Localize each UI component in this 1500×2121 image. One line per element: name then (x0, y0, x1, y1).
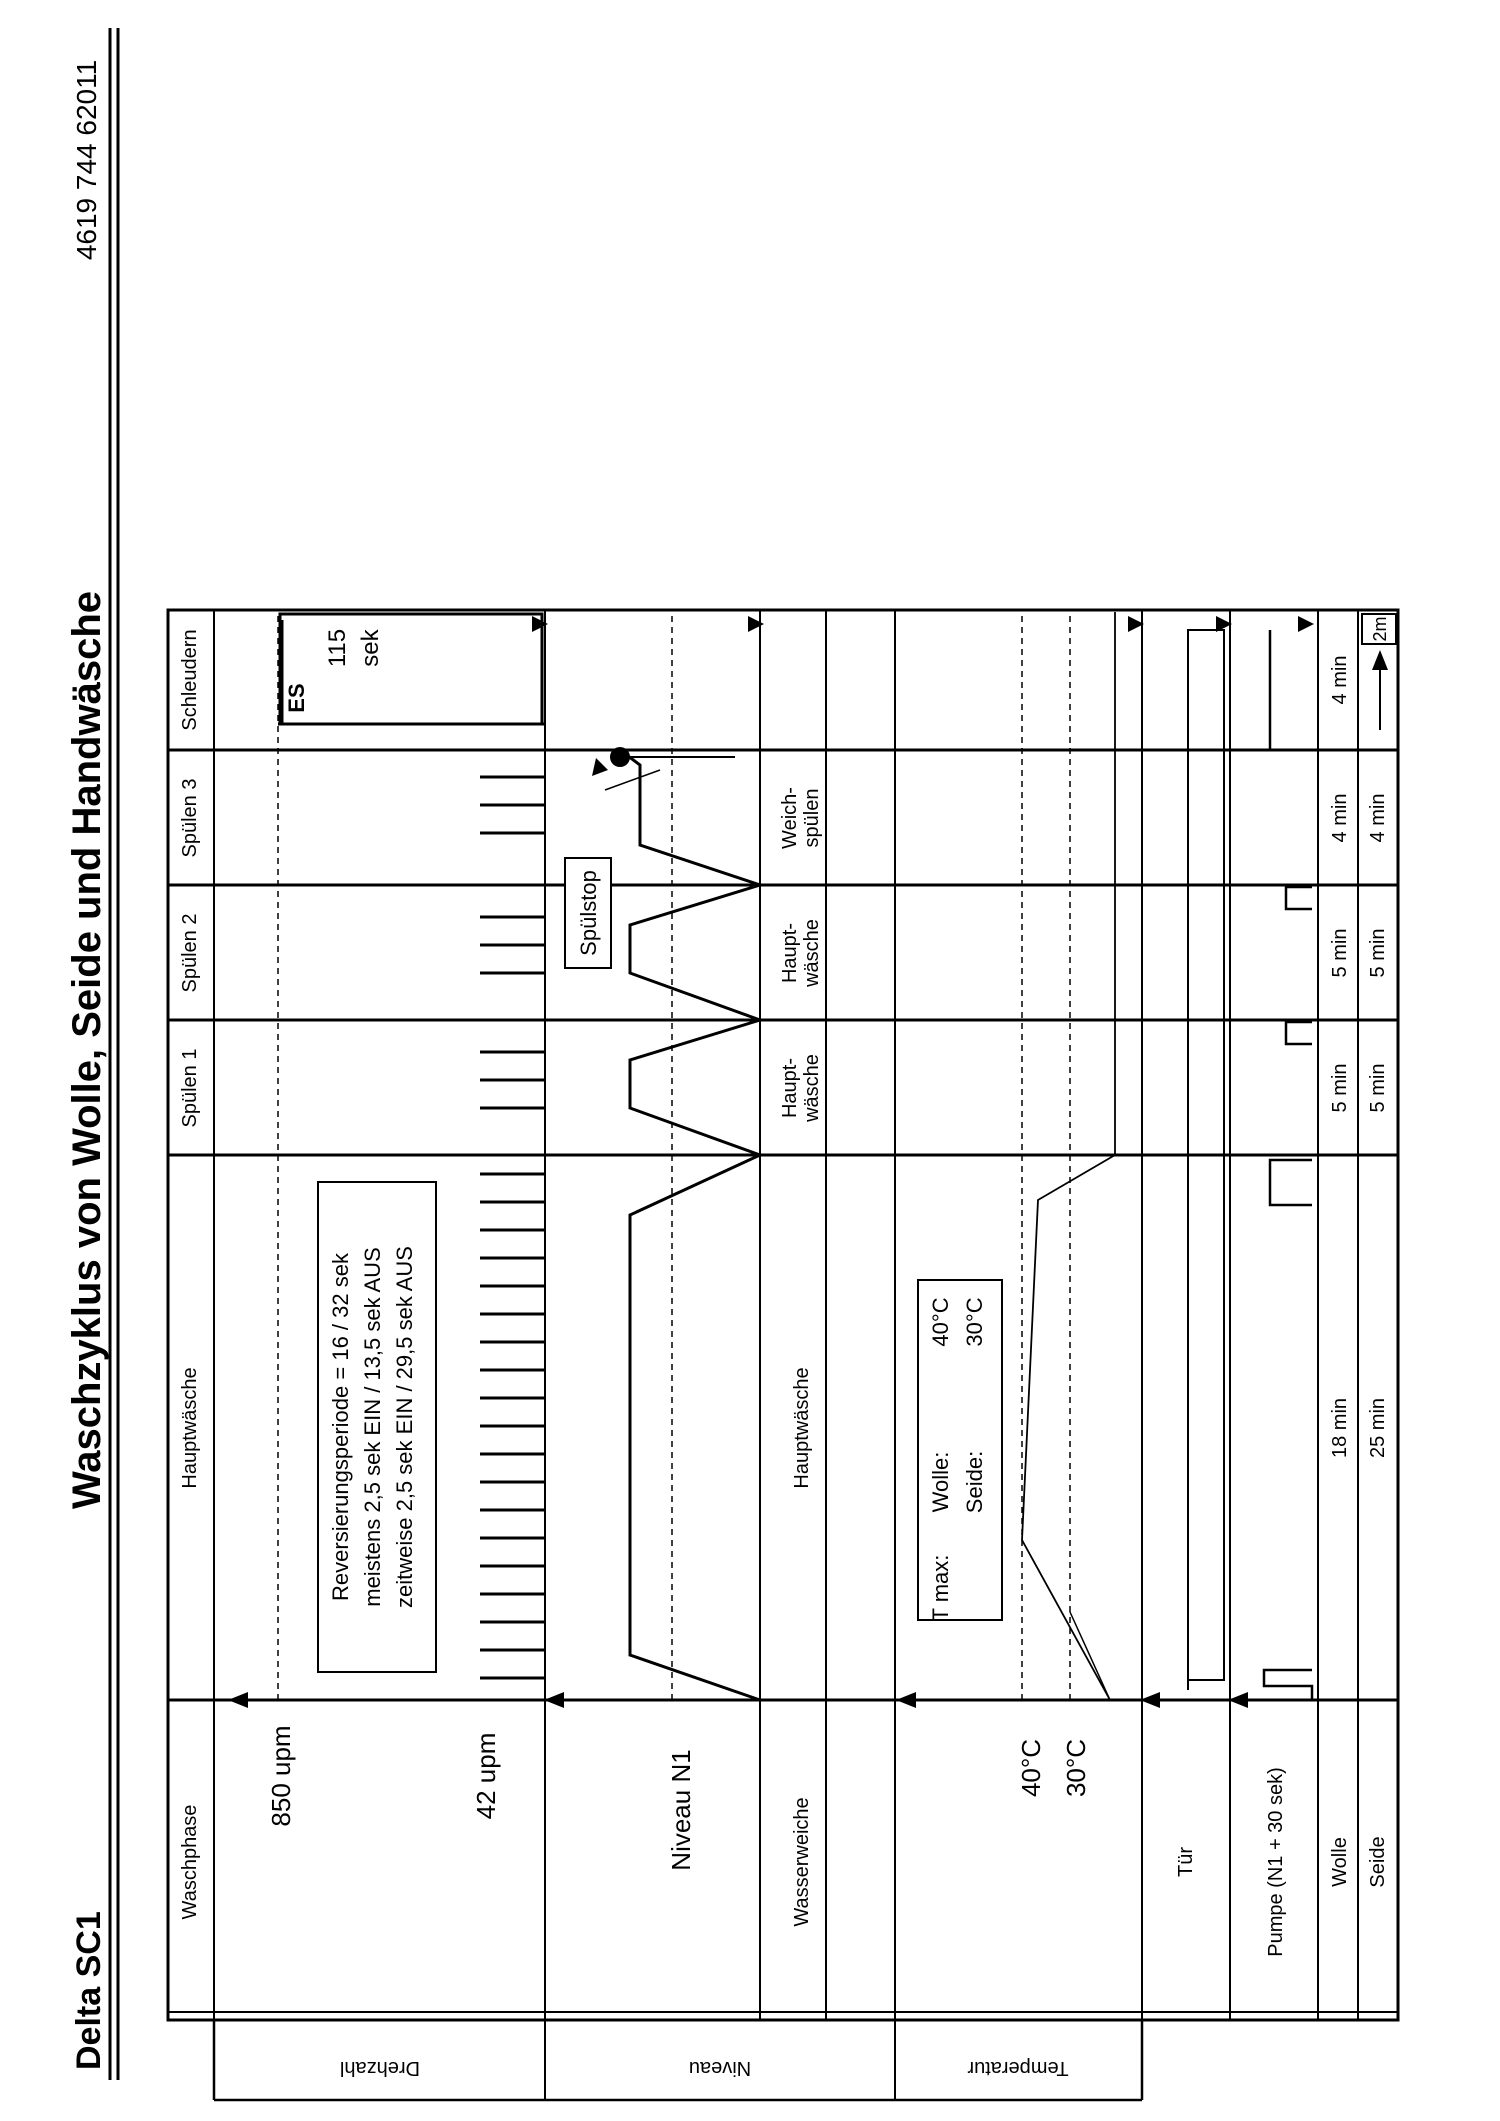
spuelstop-arrowhead (592, 758, 608, 776)
tmax-seide-label: Seide: (962, 1450, 987, 1514)
phase-name-spuelen2: Spülen 2 (179, 913, 201, 993)
model-label: Delta SC1 (70, 1911, 108, 2070)
wolle-schl: 4 min (1329, 655, 1351, 705)
tmax-wolle-value: 40°C (928, 1297, 953, 1347)
group-label-niveau: Niveau (688, 2057, 752, 2079)
pumpe-pulse-schl (1270, 630, 1312, 750)
wasserweiche-sp3-line2: spülen (801, 788, 823, 848)
niveau-start-arrowhead (544, 1692, 564, 1708)
spuelstop-label: Spülstop (576, 870, 601, 956)
label-niveau-n1: Niveau N1 (666, 1749, 696, 1871)
group-label-temperatur: Temperatur (967, 2057, 1069, 2079)
wasserweiche-sp3-line1: Weich- (779, 787, 801, 849)
wasserweiche-sp1-line1: Haupt- (779, 1057, 801, 1119)
wolle-hw: 18 min (1329, 1397, 1351, 1459)
pumpe-pulse-hw (1270, 1160, 1312, 1205)
spin-unit: sek (357, 629, 384, 667)
tmax-label: T max: (928, 1554, 953, 1622)
spuelstop-arrow-line (605, 770, 660, 790)
seide-sp1: 5 min (1367, 1063, 1389, 1113)
reversing-ticks-spuelen1 (480, 1052, 545, 1108)
phase-name-spuelen3: Spülen 3 (179, 778, 201, 858)
label-42-upm: 42 upm (471, 1732, 501, 1820)
label-pumpe: Pumpe (N1 + 30 sek) (1265, 1767, 1287, 1957)
reversing-ticks-spuelen2 (480, 917, 545, 973)
label-tuer: Tür (1175, 1847, 1197, 1877)
label-30c: 30°C (1061, 1738, 1091, 1798)
niveau-end-arrowhead (748, 616, 764, 632)
temp-seide-rise (1070, 1612, 1110, 1700)
temp-start-arrowhead (896, 1692, 916, 1708)
wasserweiche-sp2-line2: wäsche (801, 919, 823, 987)
tuer-lock-start (1188, 1680, 1224, 1690)
reversierung-line-1: Reversierungsperiode = 16 / 32 sek (328, 1253, 353, 1601)
label-wasserweiche: Wasserweiche (791, 1797, 813, 1927)
seide-sp2: 5 min (1367, 928, 1389, 978)
wasserweiche-sp1-line2: wäsche (801, 1054, 823, 1122)
niveau-profile (620, 750, 760, 1700)
label-40c: 40°C (1016, 1738, 1046, 1798)
label-seide: Seide (1367, 1836, 1389, 1888)
wolle-sp2: 5 min (1329, 928, 1351, 978)
page-title: Waschzyklus von Wolle, Seide und Handwäsche (65, 590, 109, 1510)
label-wolle: Wolle (1329, 1837, 1351, 1887)
spin-time: 115 (324, 628, 351, 668)
reversierung-line-2: meistens 2,5 sek EIN / 13,5 sek AUS (360, 1247, 385, 1607)
tmax-seide-value: 30°C (962, 1297, 987, 1347)
label-850-upm: 850 upm (266, 1725, 296, 1827)
wolle-sp1: 5 min (1329, 1063, 1351, 1113)
reversierung-line-3: zeitweise 2,5 sek EIN / 29,5 sek AUS (392, 1246, 417, 1608)
phase-name-spuelen1: Spülen 1 (179, 1048, 201, 1128)
es-label: ES (284, 683, 309, 713)
reversing-ticks-hauptwaesche (480, 1174, 545, 1678)
seide-hw: 25 min (1367, 1397, 1389, 1459)
seide-schl: 2m (1370, 616, 1390, 642)
group-label-drehzahl: Drehzahl (339, 2057, 421, 2079)
seide-sp3: 4 min (1367, 793, 1389, 843)
wolle-sp3: 4 min (1329, 793, 1351, 843)
phase-name-hauptwaesche: Hauptwäsche (179, 1367, 201, 1489)
part-number: 4619 744 62011 (71, 59, 102, 261)
drehzahl-start-arrowhead (228, 1692, 248, 1708)
reversing-ticks-spuelen3 (480, 777, 545, 833)
pumpe-pulse-sp2 (1286, 887, 1312, 909)
pumpe-pulse-sp1 (1286, 1022, 1312, 1044)
pumpe-start-pulse (1264, 1670, 1312, 1700)
label-waschphase: Waschphase (179, 1804, 201, 1920)
phase-name-schleudern: Schleudern (179, 629, 201, 731)
pumpe-end-arrowhead (1298, 616, 1314, 632)
tmax-wolle-label: Wolle: (928, 1451, 953, 1513)
seide-schl-arrowhead (1372, 650, 1388, 670)
es-box (280, 614, 542, 724)
wasserweiche-sp2-line1: Haupt- (779, 922, 801, 984)
wasserweiche-hauptwaesche: Hauptwäsche (791, 1367, 813, 1489)
